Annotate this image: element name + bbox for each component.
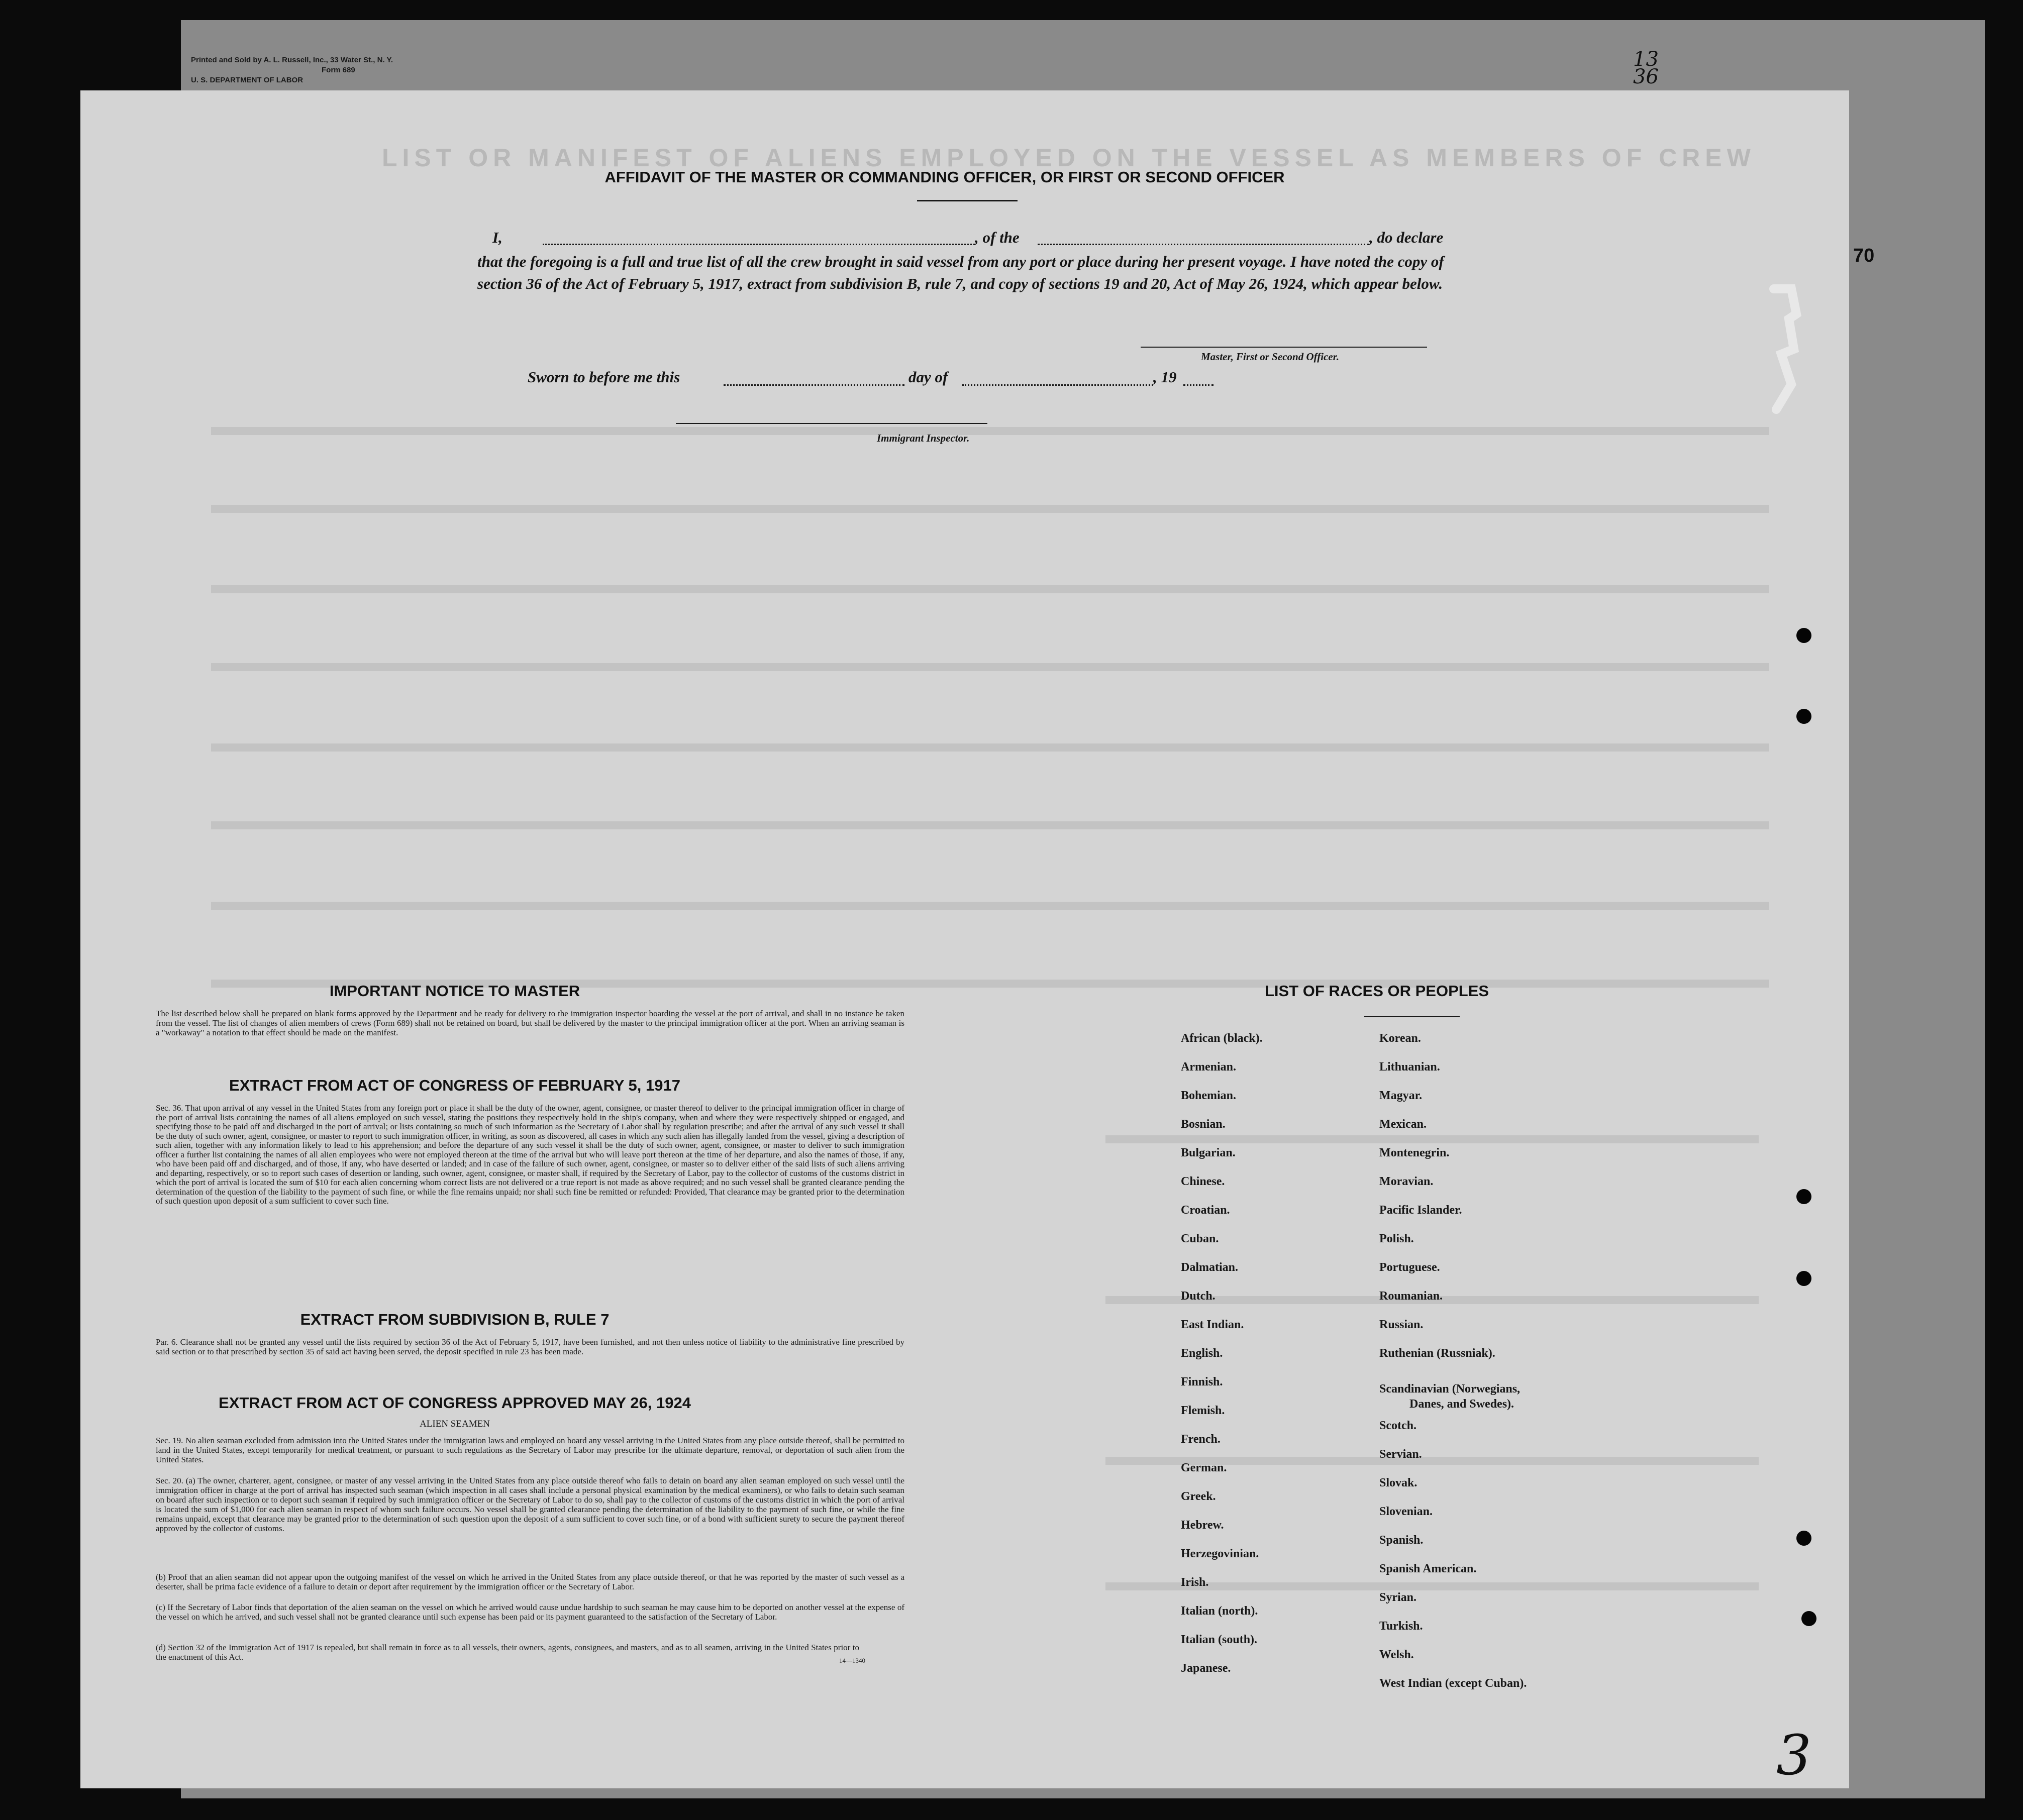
race-item: Bulgarian.: [1181, 1146, 1236, 1159]
day-of-label: day of: [908, 368, 948, 386]
sworn-label: Sworn to before me this: [528, 368, 680, 386]
print-code: 14—1340: [839, 1657, 865, 1664]
alien-seamen-subtitle: ALIEN SEAMEN: [420, 1419, 490, 1429]
race-item: Herzegovinian.: [1181, 1547, 1259, 1560]
binding-hole: [1796, 1189, 1811, 1204]
race-item: Welsh.: [1379, 1648, 1414, 1661]
binding-clip-mark: [1761, 284, 1806, 414]
race-item: Ruthenian (Russniak).: [1379, 1347, 1495, 1360]
race-item: Danes, and Swedes).: [1409, 1398, 1514, 1411]
race-item: Bohemian.: [1181, 1089, 1237, 1102]
extract-1924-sec20c: (c) If the Secretary of Labor finds that deportation of the alien seaman on the vessel on which he arrived would cause undue hardship to such seaman he may cause him to be deported on another vessel at the expense of the vessel on which he arrived, and such vessel shall not be granted clearance until such expense has been paid or its payment guaranteed to the satisfaction of the Secretary of Labor.: [156, 1602, 904, 1622]
title-rule: [917, 200, 1018, 201]
notice-title: IMPORTANT NOTICE TO MASTER: [329, 982, 580, 1000]
name-blank: [543, 244, 975, 245]
inspector-caption: Immigrant Inspector.: [877, 432, 970, 444]
handwritten-number-top: 13: [1633, 48, 1659, 71]
race-item: Magyar.: [1379, 1089, 1423, 1102]
master-signature-line: [1141, 347, 1427, 348]
race-item: East Indian.: [1181, 1318, 1244, 1331]
race-item: Turkish.: [1379, 1620, 1423, 1633]
of-the-label: , of the: [975, 229, 1020, 246]
race-item: Finnish.: [1181, 1375, 1223, 1388]
corner-mark: 3: [1776, 1723, 1811, 1787]
race-item: Dutch.: [1181, 1290, 1216, 1303]
race-item: Cuban.: [1181, 1232, 1219, 1245]
race-item: African (black).: [1181, 1032, 1263, 1045]
binding-hole: [1796, 709, 1811, 724]
department-line: U. S. DEPARTMENT OF LABOR: [191, 76, 304, 84]
race-item: Korean.: [1379, 1032, 1421, 1045]
binding-hole: [1796, 1531, 1811, 1546]
binding-hole: [1796, 628, 1811, 643]
race-item: Italian (north).: [1181, 1604, 1258, 1618]
race-item: Lithuanian.: [1379, 1060, 1440, 1074]
master-caption: Master, First or Second Officer.: [1201, 351, 1339, 363]
i-label: I,: [492, 229, 502, 246]
race-item: Spanish.: [1379, 1534, 1424, 1547]
race-item: Moravian.: [1379, 1175, 1434, 1188]
extract-1924-sec20d: (d) Section 32 of the Immigration Act of 1917 is repealed, but shall remain in force as to all vessels, their owners, agents, consignees, and masters, and as to all seamen, arriving in the United States prior to the enactment of this Act.: [156, 1643, 859, 1662]
sheet-number: 70: [1853, 245, 1875, 266]
form-line: Form 689: [322, 66, 355, 74]
race-item: Dalmatian.: [1181, 1261, 1238, 1274]
race-item: Irish.: [1181, 1576, 1209, 1589]
bleed-through-heading: LIST OR MANIFEST OF ALIENS EMPLOYED ON THE VESSEL AS MEMBERS OF CREW: [382, 144, 1756, 172]
year-label: , 19: [1153, 368, 1177, 386]
extract-1924-sec20b: (b) Proof that an alien seaman did not appear upon the outgoing manifest of the vessel on which he arrived in the United States from any place outside thereof, or that he was reported by the master of such vessel as a deserter, shall be prima facie evidence of a failure to detain or deport after requirement by the immigration officer or the Secretary of Labor.: [156, 1572, 904, 1591]
do-declare-label: , do declare: [1369, 229, 1444, 246]
sworn-year-blank: [1183, 384, 1213, 386]
race-item: Japanese.: [1181, 1662, 1231, 1675]
races-right-column: [1379, 1024, 1527, 1698]
race-item: Polish.: [1379, 1232, 1414, 1245]
race-item: Servian.: [1379, 1448, 1422, 1461]
race-item: Roumanian.: [1379, 1290, 1443, 1303]
race-item: Greek.: [1181, 1490, 1216, 1503]
handwritten-number-bottom: 36: [1633, 65, 1659, 88]
races-title-rule: [1364, 1016, 1460, 1017]
sworn-day-blank: [724, 384, 904, 386]
extract-rule7-text: Par. 6. Clearance shall not be granted any vessel until the lists required by section 36 of the Act of February 5, 1917, have been furnished, and not then unless notice of liability to the administrative fine prescribed by said section or to that prescribed by section 35 of said act having been served, the deposit specified in rule 23 has been made.: [156, 1337, 904, 1356]
extract-rule7-title: EXTRACT FROM SUBDIVISION B, RULE 7: [300, 1311, 610, 1328]
printer-line: Printed and Sold by A. L. Russell, Inc., 33 Water St., N. Y.: [191, 56, 393, 64]
race-item: Slovenian.: [1379, 1505, 1433, 1518]
extract-1917-title: EXTRACT FROM ACT OF CONGRESS OF FEBRUARY 5, 1917: [229, 1077, 680, 1094]
race-item: Bosnian.: [1181, 1118, 1226, 1131]
race-item: German.: [1181, 1461, 1227, 1474]
race-item: Hebrew.: [1181, 1519, 1224, 1532]
race-item: Armenian.: [1181, 1060, 1236, 1074]
race-item: Syrian.: [1379, 1591, 1417, 1604]
races-left-column: [1181, 1024, 1263, 1683]
binding-hole: [1801, 1611, 1816, 1626]
sworn-month-blank: [962, 384, 1153, 386]
race-item: Slovak.: [1379, 1476, 1418, 1489]
race-item: Scandinavian (Norwegians,: [1379, 1382, 1521, 1396]
race-item: Scotch.: [1379, 1419, 1417, 1432]
races-title: LIST OF RACES OR PEOPLES: [1264, 982, 1489, 1000]
affidavit-title: AFFIDAVIT OF THE MASTER OR COMMANDING OFFICER, OR FIRST OR SECOND OFFICER: [604, 168, 1285, 186]
race-item: Chinese.: [1181, 1175, 1225, 1188]
extract-1924-title: EXTRACT FROM ACT OF CONGRESS APPROVED MAY 26, 1924: [219, 1394, 691, 1412]
race-item: Croatian.: [1181, 1204, 1230, 1217]
race-item: Pacific Islander.: [1379, 1204, 1462, 1217]
extract-1917-text: Sec. 36. That upon arrival of any vessel in the United States from any foreign port or place it shall be the duty of the owner, agent, consignee, or master thereof to deliver to the principal immigration officer in charge of the port of arrival lists containing the names of all aliens employed on such vessel, stating the positions they respectively hold in the ship's company, when and where they were respectively shipped or engaged, and specifying those to be paid off and discharged in the port of arrival; or lists containing so much of such information as the Secretary of Labor shall by regulation prescribe; and after the arrival of any such vessel it shall be the duty of such owner, agent, consignee, or master to report to such immigration officer, in writing, as soon as discovered, all cases in which any such alien has illegally landed from the vessel, giving a description of such alien, together with any information likely to lead to his apprehension; and before the departure of any such vessel it shall be the duty of such owner, agent, consignee, or master to deliver to such immigration officer a further list containing the names of all alien employees who were not employed thereon at the time of the arrival but who will leave port thereon at the time of her departure, and also the names of those, if any, who have been paid off and discharged, and of those, if any, who have deserted or landed; and in case of the failure of such owner, agent, consignee, or master so to deliver either of the said lists of such aliens arriving and departing, respectively, or so to report such cases of desertion or landing, such owner, agent, consignee, or master shall, if required by the Secretary of Labor, pay to the collector of customs of the customs district in which the port of arrival is located the sum of $10 for each alien concerning whom correct lists are not delivered or a true report is not made as above required; and no such vessel shall be granted clearance pending the determination of the question of the liability to the payment of such fine, or while the fine remains unpaid; nor shall such fine be remitted or refunded: Provided, That clearance may be granted prior to the determination of such question upon deposit of a sum sufficient to cover such fine.: [156, 1103, 904, 1206]
race-item: Portuguese.: [1379, 1261, 1440, 1274]
race-item: Flemish.: [1181, 1404, 1225, 1417]
inspector-signature-line: [676, 423, 987, 424]
race-item: English.: [1181, 1347, 1223, 1360]
race-item: Russian.: [1379, 1318, 1424, 1331]
race-item: French.: [1181, 1433, 1221, 1446]
race-item: Montenegrin.: [1379, 1146, 1450, 1159]
race-item: Mexican.: [1379, 1118, 1427, 1131]
race-item: Italian (south).: [1181, 1633, 1258, 1646]
race-item: Spanish American.: [1379, 1562, 1477, 1575]
notice-text: The list described below shall be prepared on blank forms approved by the Department and be ready for delivery to the immigration inspector boarding the vessel at the port of arrival, and shall in no instance be taken from the vessel. The list of changes of alien members of crews (Form 689) shall not be retained on board, but shall be delivered by the master to the principal immigration officer at the port. When an arriving seaman is a "workaway" a notation to that effect should be made on the manifest.: [156, 1009, 904, 1037]
extract-1924-sec19: Sec. 19. No alien seaman excluded from admission into the United States under the immigration laws and employed on board any vessel arriving in the United States from any place outside thereof, shall be permitted to land in the United States, except temporarily for medical treatment, or pursuant to such regulations as the Secretary of Labor may prescribe for the ultimate departure, removal, or deportation of such alien from the United States.: [156, 1436, 904, 1464]
vessel-blank: [1038, 244, 1369, 245]
back-sheet-header: [191, 55, 393, 85]
extract-1924-sec20a: Sec. 20. (a) The owner, charterer, agent, consignee, or master of any vessel arriving in the United States from any place outside thereof who fails to detain on board any alien seaman employed on such vessel until the immigration officer in charge at the port of arrival has inspected such seaman (which inspection in all cases shall include a personal physical examination by the medical examiners), or who fails to detain such seaman on board after such inspection or to deport such seaman if required by such immigration officer or the Secretary of Labor to do so, shall pay to the collector of customs of the customs district in which the port of arrival is located the sum of $1,000 for each alien seaman in respect of whom such failure occurs. No vessel shall be granted clearance pending the determination of the liability to the payment of such fine, or while the fine remains unpaid, except that clearance may be granted prior to the determination of such question upon the deposit of a sum sufficient to cover such fine, or of a bond with sufficient surety to secure the payment thereof approved by the collector of customs.: [156, 1476, 904, 1533]
race-item: West Indian (except Cuban).: [1379, 1677, 1527, 1690]
declaration-text: that the foregoing is a full and true list of all the crew brought in said vessel from any port or place during her present voyage. I have noted the copy of section 36 of the Act of February 5, 1917, extract from subdivision B, rule 7, and copy of sections 19 and 20, Act of May 26, 1924, which appear below.: [477, 253, 1444, 292]
affidavit-page: [80, 90, 1849, 1788]
binding-hole: [1796, 1271, 1811, 1286]
